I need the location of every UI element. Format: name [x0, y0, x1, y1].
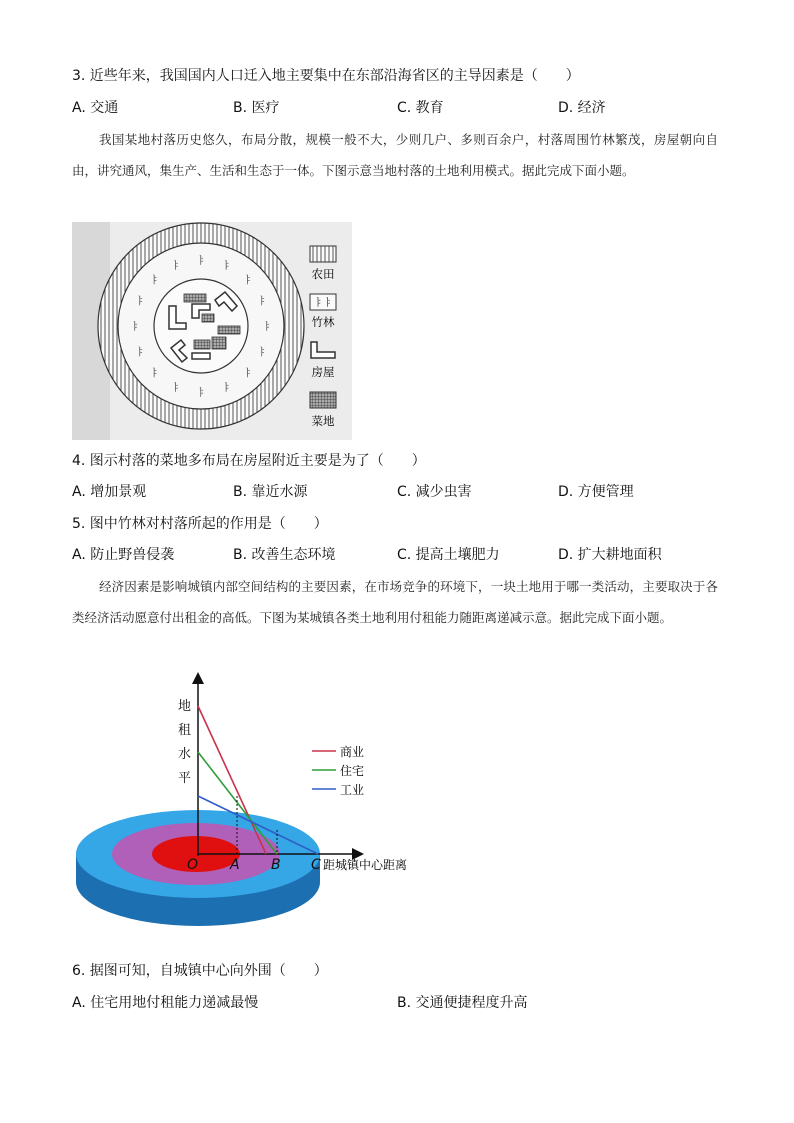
- legend-farmland-label: 农田: [311, 267, 335, 281]
- legend-residential-label: 住宅: [340, 764, 365, 778]
- q3-stem: 3. 近些年来，我国国内人口迁入地主要集中在东部沿海省区的主导因素是（ ）: [72, 68, 580, 84]
- bamboo-symbol: ㅑ: [262, 322, 272, 333]
- bamboo-ring: [118, 243, 284, 409]
- bamboo-symbol: ㅑ: [221, 261, 232, 272]
- q4-option-d: D. 方便管理: [558, 484, 634, 500]
- bamboo-symbol: ㅑ: [135, 347, 145, 359]
- y-label-1: 地: [178, 699, 192, 714]
- figure2-legend: [312, 744, 364, 797]
- q3-option-c: C. 教育: [397, 100, 444, 116]
- q5-option-d: D. 扩大耕地面积: [558, 547, 662, 563]
- bamboo-symbol: ㅑ: [196, 388, 206, 399]
- q4-option-c: C. 减少虫害: [397, 484, 472, 500]
- legend-commercial-label: 商业: [340, 745, 365, 759]
- q3-option-b: B. 医疗: [233, 100, 280, 116]
- point-b: B: [271, 857, 281, 873]
- bamboo-symbol: ㅑ: [196, 256, 206, 267]
- bamboo-symbol: ㅑ: [130, 322, 140, 333]
- bamboo-symbol: ㅑ: [170, 383, 181, 394]
- village-land-use-figure: [72, 222, 352, 440]
- bamboo-symbol: ㅑ: [221, 383, 232, 394]
- legend-vegetable-label: 菜地: [311, 414, 335, 428]
- q6-option-b: B. 交通便捷程度升高: [397, 995, 528, 1011]
- legend-house-label: 房屋: [311, 365, 335, 379]
- bamboo-symbol: ㅑ: [149, 368, 160, 380]
- q4-stem: 4. 图示村落的菜地多布局在房屋附近主要是为了（ ）: [72, 453, 426, 469]
- bamboo-symbol: ㅑ: [170, 261, 181, 272]
- q6-option-a: A. 住宅用地付租能力递减最慢: [72, 995, 259, 1011]
- passage-rent: 经济因素是影响城镇内部空间结构的主要因素，在市场竞争的环境下，一块土地用于哪一类活动，主要取决于各类经济活动愿意付出租金的高低。下图为某城镇各类土地利用付租能力随距离递减示意。据此完成下面小题。: [72, 579, 718, 625]
- bamboo-symbol: ㅑ: [257, 296, 267, 308]
- legend-industrial-label: 工业: [340, 783, 365, 797]
- bamboo-symbol: ㅑ: [257, 347, 267, 359]
- q5-option-a: A. 防止野兽侵袭: [72, 547, 175, 563]
- legend-bamboo-label: 竹林: [311, 315, 335, 329]
- point-c: C: [311, 857, 321, 873]
- q5-option-b: B. 改善生态环境: [233, 547, 336, 563]
- q5-stem: 5. 图中竹林对村落所起的作用是（ ）: [72, 516, 328, 532]
- bamboo-symbol: ㅑ: [149, 275, 160, 287]
- q4-option-a: A. 增加景观: [72, 484, 147, 500]
- passage-village: 我国某地村落历史悠久，布局分散，规模一般不大，少则几户、多则百余户，村落周围竹林繁茂，房屋朝向自由，讲究通风，集生产、生活和生态于一体。下图示意当地村落的土地利用模式。据此完成下面小题。: [72, 132, 718, 178]
- bamboo-symbol: ㅑ: [135, 296, 145, 308]
- q6-stem: 6. 据图可知，自城镇中心向外围（ ）: [72, 963, 328, 979]
- bid-rent-figure: [70, 672, 430, 932]
- q4-option-b: B. 靠近水源: [233, 484, 308, 500]
- x-axis-label: 距城镇中心距离: [323, 858, 408, 872]
- bamboo-symbol: ㅑ: [242, 368, 253, 380]
- y-label-4: 平: [178, 771, 192, 786]
- bamboo-symbol: ㅑ: [242, 275, 253, 287]
- point-a: A: [230, 857, 240, 873]
- svg-text:ㅑㅑ: ㅑㅑ: [313, 298, 333, 309]
- q3-option-a: A. 交通: [72, 100, 119, 116]
- y-label-2: 租: [178, 723, 192, 738]
- q5-option-c: C. 提高土壤肥力: [397, 547, 500, 563]
- q3-option-d: D. 经济: [558, 100, 606, 116]
- y-label-3: 水: [178, 747, 192, 762]
- point-o: O: [187, 857, 199, 873]
